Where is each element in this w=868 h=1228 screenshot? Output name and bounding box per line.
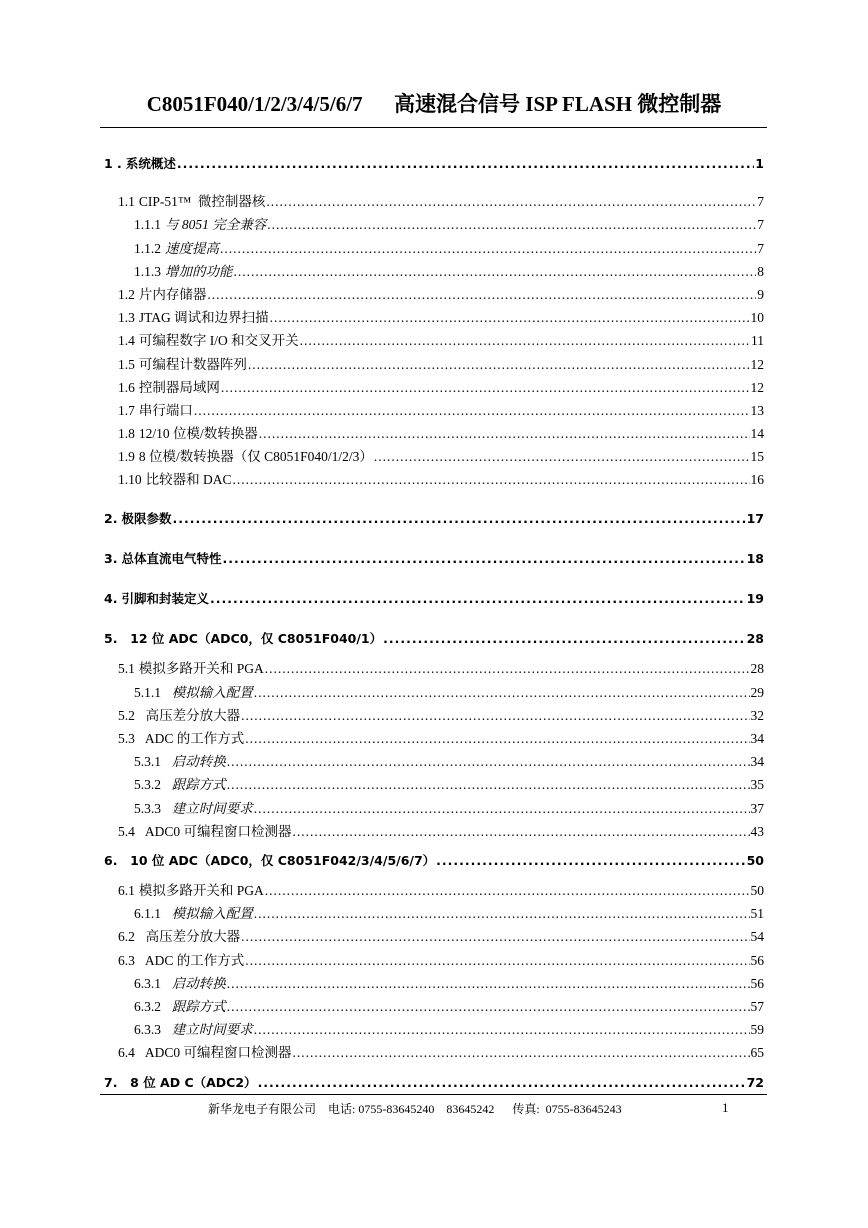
toc-entry-title: 可编程数字 I/O 和交叉开关	[138, 333, 299, 349]
toc-entry-page: 7	[757, 217, 764, 233]
toc-leader-dots	[177, 156, 754, 171]
toc-entry-title: 8 位模/数转换器（仅 C8051F040/1/2/3）	[138, 449, 373, 465]
toc-entry-page: 51	[750, 906, 764, 922]
header-rule	[100, 127, 767, 128]
toc-entry-number: 1.1.1	[134, 217, 161, 233]
toc-entry-number: 6.1	[118, 883, 135, 899]
toc-entry-number: 6.3	[118, 952, 135, 968]
toc-leader-dots	[259, 426, 750, 442]
toc-entry[interactable]	[104, 509, 764, 532]
toc-leader-dots	[227, 777, 750, 793]
toc-leader-dots	[210, 591, 746, 606]
toc-leader-dots	[265, 661, 750, 677]
toc-entry-title: 模拟多路开关和 PGA	[138, 661, 264, 677]
toc-entry-number: 6.2	[118, 929, 135, 945]
toc-entry-page: 19	[746, 591, 764, 606]
toc-entry-title: 增加的功能	[165, 263, 233, 279]
toc-entry-page: 28	[750, 661, 764, 677]
toc-entry-title: 模拟输入配置	[165, 684, 253, 700]
toc-entry-title: 模拟输入配置	[165, 906, 253, 922]
toc-entry-title: 启动转换	[165, 975, 226, 991]
toc-leader-dots	[220, 241, 756, 257]
toc-entry-title: 跟踪方式	[165, 999, 226, 1014]
toc-entry[interactable]	[104, 154, 764, 177]
toc-leader-dots	[221, 380, 750, 396]
toc-entry-title: 跟踪方式	[165, 777, 226, 793]
toc-entry-page: 34	[750, 730, 764, 746]
toc-entry-number: 5.3.1	[134, 754, 161, 770]
toc-entry[interactable]	[104, 549, 764, 572]
toc-leader-dots	[227, 976, 750, 992]
toc-entry-page: 28	[746, 631, 764, 647]
toc-entry-page: 34	[750, 754, 764, 770]
toc-entry[interactable]	[104, 797, 764, 820]
toc-leader-dots	[436, 853, 745, 868]
toc-entry-number: 1.1.3	[134, 263, 161, 279]
toc-entry-page: 50	[746, 852, 764, 868]
toc-entry[interactable]	[104, 1041, 764, 1064]
toc-entry[interactable]	[104, 260, 764, 283]
toc-leader-dots	[227, 754, 750, 770]
toc-entry-number: 1.2	[118, 286, 135, 302]
toc-entry[interactable]	[104, 422, 764, 445]
toc-entry-title: 模拟多路开关和 PGA	[138, 883, 264, 899]
toc-leader-dots	[245, 731, 749, 747]
toc-entry-title: 与 8051 完全兼容	[165, 217, 267, 233]
footer-contact-text: 新华龙电子有限公司 电话: 0755-83645240 83645242 传真: 0755-83645243	[208, 1102, 622, 1116]
toc-entry[interactable]	[104, 820, 764, 843]
toc-entry-number: 5.3.3	[134, 800, 161, 816]
toc-entry-number: 1.8	[118, 426, 135, 442]
toc-entry[interactable]	[104, 681, 764, 704]
toc-entry-page: 7	[757, 240, 764, 256]
toc-entry[interactable]	[104, 353, 764, 376]
toc-entry[interactable]	[104, 589, 764, 612]
toc-entry-number: 1 .	[104, 156, 122, 171]
toc-entry-title: 片内存储器	[138, 286, 207, 302]
toc-entry-title: 12 位 ADC（ADC0，仅 C8051F040/1）	[121, 631, 383, 647]
toc-entry-number: 1.1.2	[134, 240, 161, 256]
toc-entry-title: ADC0 可编程窗口检测器	[138, 1045, 292, 1061]
toc-entry[interactable]	[104, 704, 764, 727]
toc-entry-title: 启动转换	[165, 754, 226, 770]
toc-entry-number: 7.	[104, 1074, 118, 1090]
toc-entry-page: 37	[750, 800, 764, 816]
toc-entry-title: 总体直流电气特性	[121, 550, 222, 566]
toc-entry-number: 3.	[104, 550, 118, 566]
toc-entry-number: 5.3	[118, 730, 135, 746]
toc-entry[interactable]	[104, 445, 764, 468]
toc-entry-title: 系统概述	[125, 156, 176, 171]
toc-leader-dots	[248, 357, 750, 373]
toc-leader-dots	[270, 310, 750, 326]
toc-entry-page: 59	[750, 1022, 764, 1038]
toc-entry-number: 5.4	[118, 823, 135, 839]
toc-entry[interactable]	[104, 190, 764, 213]
toc-entry[interactable]	[104, 657, 764, 680]
toc-entry[interactable]	[104, 629, 764, 652]
toc-leader-dots	[383, 631, 745, 646]
toc-leader-dots	[207, 287, 756, 303]
toc-entry-title: 高压差分放大器	[138, 707, 241, 723]
toc-entry-number: 6.4	[118, 1045, 135, 1061]
toc-leader-dots	[254, 1022, 750, 1038]
toc-entry-page: 54	[750, 929, 764, 945]
toc-entry-number: 6.3.3	[134, 1022, 161, 1038]
toc-entry-page: 65	[750, 1045, 764, 1061]
toc-entry[interactable]	[104, 972, 764, 995]
toc-entry-number: 6.3.1	[134, 975, 161, 991]
toc-entry-title: JTAG 调试和边界扫描	[138, 310, 269, 326]
toc-entry-number: 1.10	[118, 472, 142, 488]
toc-entry[interactable]	[104, 237, 764, 260]
toc-entry-number: 1.9	[118, 449, 135, 465]
toc-entry-page: 12	[750, 356, 764, 372]
toc-entry-title: 速度提高	[165, 240, 219, 256]
toc-entry[interactable]	[104, 727, 764, 750]
toc-entry[interactable]	[104, 879, 764, 902]
toc-entry-title: 高压差分放大器	[138, 929, 241, 945]
toc-leader-dots	[293, 824, 750, 840]
toc-entry-number: 1.5	[118, 356, 135, 372]
toc-entry-page: 43	[750, 823, 764, 839]
toc-entry-page: 57	[750, 999, 764, 1014]
toc-entry-page: 9	[757, 286, 764, 302]
toc-entry-number: 6.3.2	[134, 999, 161, 1014]
toc-entry-page: 35	[750, 777, 764, 793]
toc-entry[interactable]	[104, 283, 764, 306]
toc-entry-number: 5.	[104, 631, 118, 647]
toc-entry-number: 5.1	[118, 661, 135, 677]
toc-leader-dots	[222, 551, 745, 566]
toc-leader-dots	[265, 883, 750, 899]
toc-entry-number: 5.1.1	[134, 684, 161, 700]
toc-entry-number: 2.	[104, 510, 118, 526]
toc-entry-page: 32	[750, 707, 764, 723]
toc-leader-dots	[233, 472, 750, 488]
toc-entry-title: 12/10 位模/数转换器	[138, 426, 258, 442]
toc-entry[interactable]	[104, 306, 764, 329]
toc-leader-dots	[258, 1075, 746, 1090]
toc-entry-page: 14	[750, 426, 764, 442]
toc-entry[interactable]	[104, 773, 764, 796]
toc-entry[interactable]	[104, 376, 764, 399]
toc-entry[interactable]	[104, 213, 764, 236]
toc-leader-dots	[293, 1045, 750, 1061]
toc-leader-dots	[194, 403, 750, 419]
toc-entry-title: 8 位 AD C（ADC2）	[121, 1074, 257, 1090]
toc-leader-dots	[227, 999, 750, 1015]
toc-entry-number: 5.3.2	[134, 777, 161, 793]
toc-entry-page: 50	[750, 883, 764, 899]
toc-entry-number: 1.7	[118, 402, 135, 418]
toc-leader-dots	[254, 685, 750, 701]
toc-leader-dots	[254, 801, 750, 817]
toc-entry-page: 11	[751, 333, 764, 349]
toc-entry-title: 极限参数	[121, 510, 172, 526]
toc-entry[interactable]	[104, 750, 764, 773]
toc-entry-page: 7	[757, 194, 764, 210]
toc-entry[interactable]	[104, 468, 764, 491]
toc-entry[interactable]	[104, 902, 764, 925]
toc-entry-page: 8	[757, 263, 764, 279]
toc-entry-page: 72	[746, 1074, 764, 1090]
toc-entry-title: 10 位 ADC（ADC0，仅 C8051F042/3/4/5/6/7）	[121, 852, 436, 868]
toc-leader-dots	[254, 906, 750, 922]
toc-entry-title: ADC 的工作方式	[138, 730, 245, 746]
toc-leader-dots	[241, 929, 749, 945]
toc-entry-number: 1.6	[118, 379, 135, 395]
toc-entry-number: 1.3	[118, 310, 135, 326]
toc-entry[interactable]	[104, 851, 764, 874]
footer-page-number: 1	[722, 1100, 729, 1115]
toc-entry[interactable]	[104, 1073, 764, 1096]
toc-entry[interactable]	[104, 1018, 764, 1041]
toc-entry-number: 1.1	[118, 194, 135, 210]
toc-entry-page: 1	[755, 156, 764, 171]
document-header: C8051F040/1/2/3/4/5/6/7 高速混合信号 ISP FLASH 微控制器	[146, 92, 722, 116]
toc-entry-title: 串行端口	[138, 402, 193, 418]
toc-entry-page: 29	[750, 684, 764, 700]
toc-entry-number: 1.4	[118, 333, 135, 349]
toc-entry-title: 比较器和 DAC	[145, 472, 232, 488]
toc-entry[interactable]	[104, 329, 764, 352]
toc-entry-number: 6.	[104, 852, 118, 868]
toc-entry-title: 建立时间要求	[165, 800, 253, 816]
toc-entry[interactable]	[104, 995, 764, 1018]
toc-entry-title: 控制器局域网	[138, 379, 220, 395]
toc-leader-dots	[241, 708, 749, 724]
toc-entry[interactable]	[104, 949, 764, 972]
toc-entry-page: 56	[750, 952, 764, 968]
toc-entry-page: 16	[750, 472, 764, 488]
toc-entry-title: CIP-51™ 微控制器核	[138, 194, 266, 210]
toc-entry-title: ADC 的工作方式	[138, 952, 245, 968]
table-of-contents	[104, 154, 764, 1096]
toc-entry-page: 13	[750, 402, 764, 418]
toc-entry-page: 12	[750, 379, 764, 395]
toc-entry-number: 6.1.1	[134, 906, 161, 922]
toc-leader-dots	[266, 194, 756, 210]
toc-entry-page: 18	[746, 550, 764, 566]
toc-entry-page: 17	[746, 510, 764, 526]
toc-entry-title: 可编程计数器阵列	[138, 356, 247, 372]
toc-leader-dots	[234, 264, 757, 280]
toc-entry-title: ADC0 可编程窗口检测器	[138, 823, 292, 839]
toc-entry-page: 15	[750, 449, 764, 465]
toc-entry-title: 建立时间要求	[165, 1022, 253, 1038]
toc-entry-number: 5.2	[118, 707, 135, 723]
toc-entry-number: 4.	[104, 591, 118, 606]
toc-leader-dots	[245, 953, 749, 969]
toc-entry-title: 引脚和封装定义	[121, 591, 209, 606]
toc-leader-dots	[172, 511, 745, 526]
toc-entry[interactable]	[104, 925, 764, 948]
toc-entry-page: 10	[750, 310, 764, 326]
toc-entry[interactable]	[104, 399, 764, 422]
toc-leader-dots	[267, 217, 756, 233]
footer-rule	[100, 1094, 767, 1095]
toc-leader-dots	[300, 333, 750, 349]
toc-entry-page: 56	[750, 975, 764, 991]
toc-leader-dots	[374, 449, 750, 465]
